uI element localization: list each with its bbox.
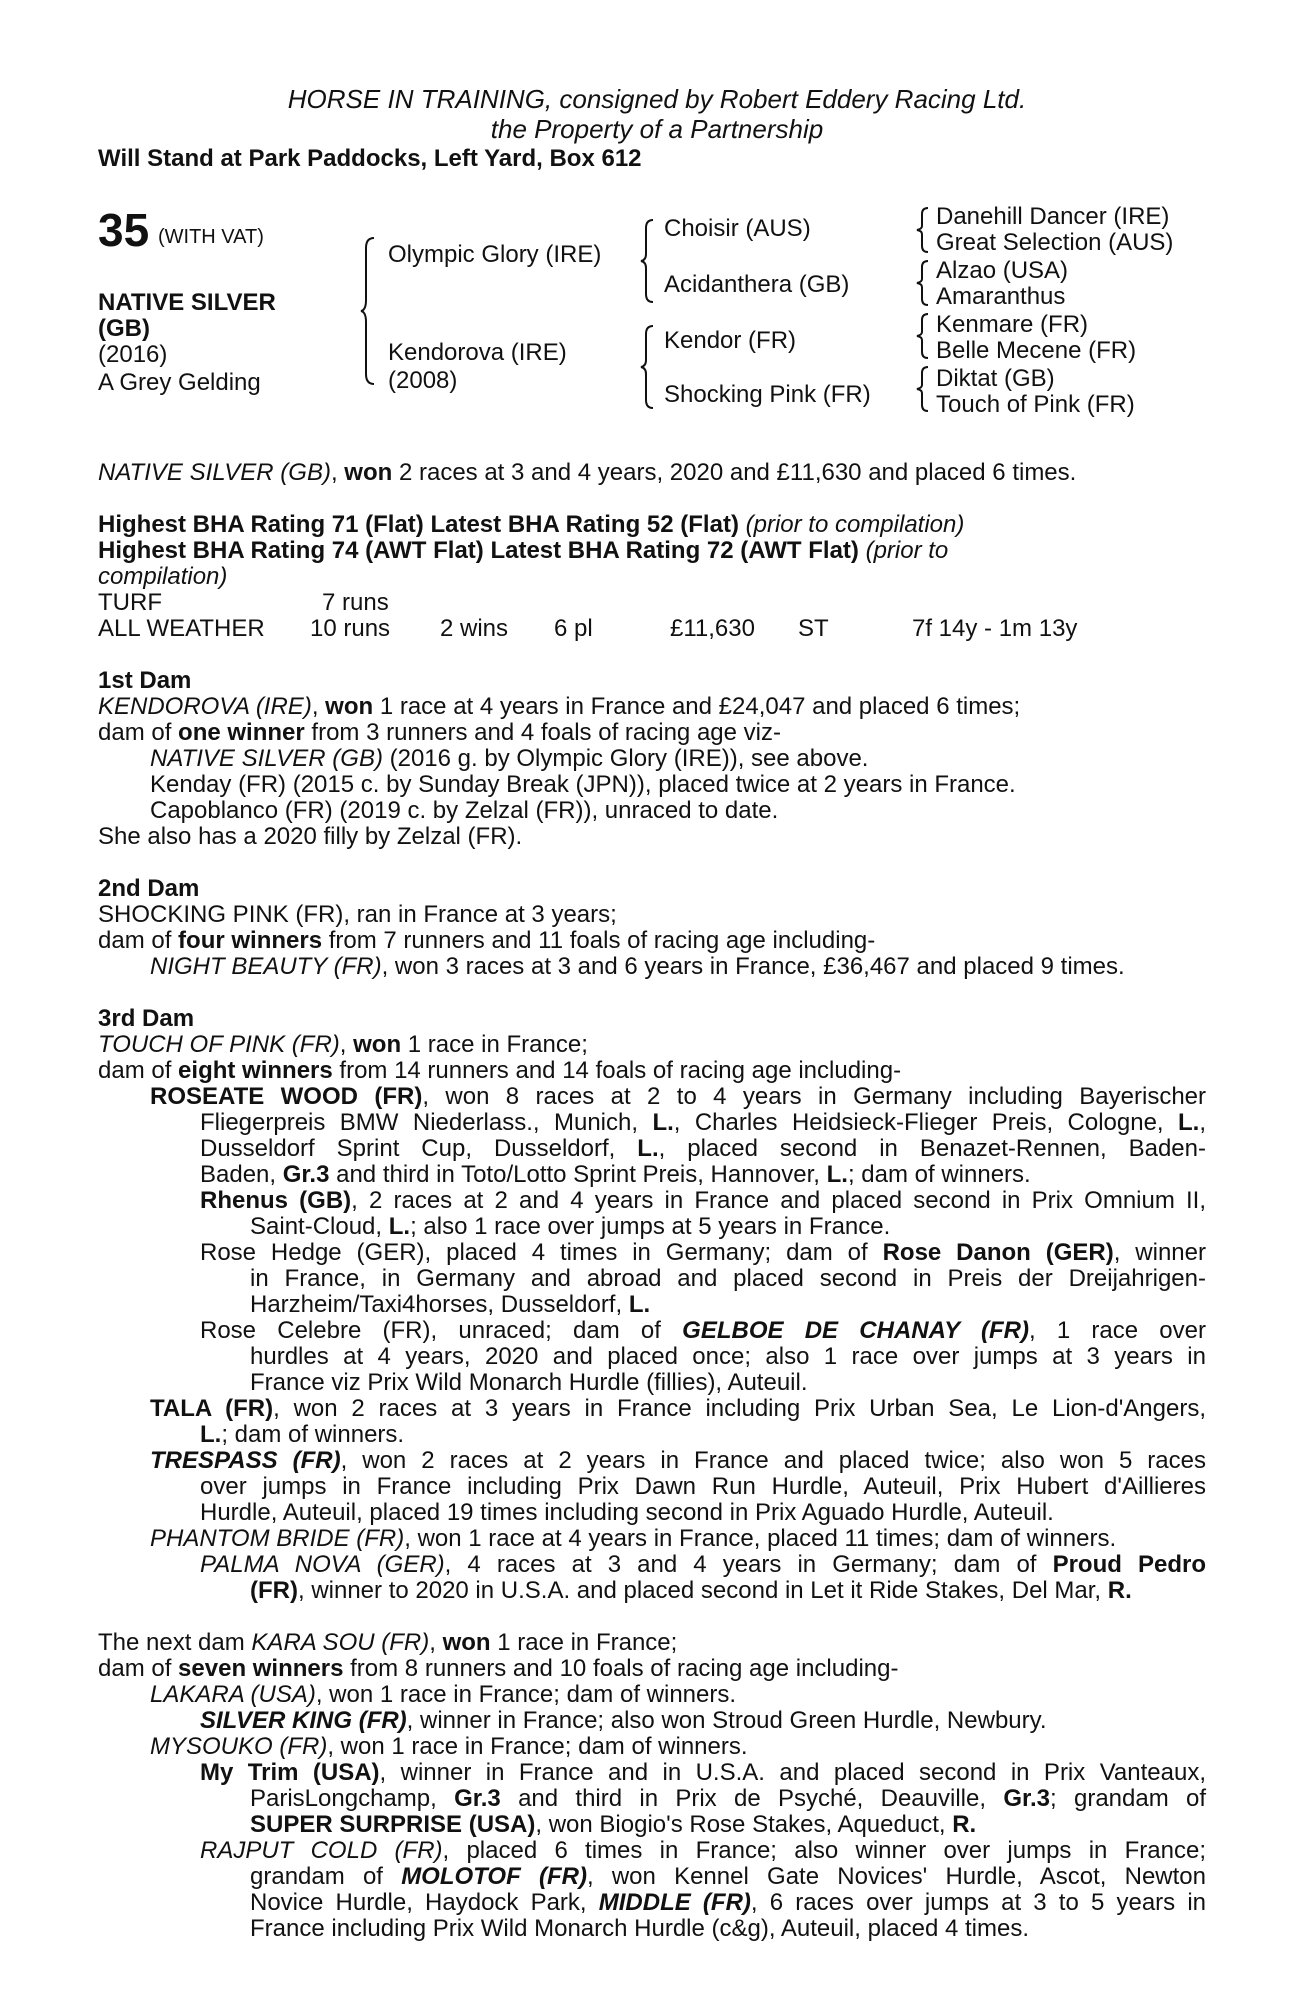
- text: , won 2 races at 2 years in France and placed twice; also won 5 races: [340, 1447, 1206, 1474]
- produce-roseate-wood-cont: [200, 1136, 1206, 1162]
- second-dam-winners: four winners: [178, 927, 323, 954]
- text: , 6 races over jumps at 3 to 5 years in: [750, 1889, 1207, 1916]
- text: dam of: [98, 1057, 179, 1084]
- produce-name: NATIVE SILVER (GB): [150, 745, 383, 772]
- restricted-badge: R.: [1107, 1577, 1132, 1604]
- text: , won 1 race in France; dam of winners.: [327, 1733, 748, 1760]
- pedigree-g8: Touch of Pink (FR): [936, 391, 1135, 418]
- text: and third in Toto/Lotto Sprint Preis, Hannover,: [329, 1161, 827, 1188]
- listed-badge: L.: [388, 1213, 411, 1240]
- produce-name: MOLOTOF (FR): [401, 1863, 587, 1890]
- produce-kenday: Kenday (FR) (2015 c. by Sunday Break (JPN)), placed twice at 2 years in France.: [150, 771, 1016, 798]
- text: dam of: [98, 927, 179, 954]
- ratings-awt-note-cont: compilation): [98, 563, 228, 590]
- text: and third in Prix de Psyché, Deauville,: [500, 1785, 1004, 1812]
- stats-aw-label: ALL WEATHER: [98, 615, 265, 642]
- text: Baden,: [200, 1161, 283, 1188]
- produce-rose-celebre-cont: hurdles at 4 years, 2020 and placed once; also 1 race over jumps at 3 years in: [250, 1343, 1206, 1370]
- produce-rose-celebre: [200, 1318, 1206, 1344]
- produce-lakara: [150, 1682, 1258, 1708]
- text: , 1 race over: [1028, 1317, 1206, 1344]
- text: , 2 races at 2 and 4 years in France and placed second in Prix Omnium II,: [351, 1187, 1206, 1214]
- produce-name: MIDDLE (FR): [598, 1889, 751, 1916]
- text: grandam of: [250, 1863, 402, 1890]
- pedigree-brace-g4: [916, 365, 932, 413]
- next-dam-winners: seven winners: [178, 1655, 344, 1682]
- produce-phantom-bride: [150, 1526, 1206, 1552]
- stats-aw-distance: 7f 14y - 1m 13y: [912, 615, 1078, 642]
- text: dam of: [98, 719, 179, 746]
- text: ,: [429, 1629, 443, 1656]
- listed-badge: L.: [1178, 1109, 1200, 1136]
- produce-silver-king: [200, 1708, 1308, 1734]
- produce-my-trim-cont: [250, 1786, 1206, 1812]
- produce-trespass-cont: Hurdle, Auteuil, placed 19 times including second in Prix Aguado Hurdle, Auteuil.: [200, 1499, 1054, 1526]
- pedigree-brace-dam: [640, 324, 658, 410]
- vat-label: (WITH VAT): [158, 226, 264, 248]
- first-dam-sep: ,: [311, 693, 326, 720]
- produce-name: NIGHT BEAUTY (FR): [150, 953, 382, 980]
- produce-rose-celebre-cont: France viz Prix Wild Monarch Hurdle (fillies), Auteuil.: [250, 1369, 808, 1396]
- ratings-awt-text: Highest BHA Rating 74 (AWT Flat) Latest BHA Rating 72 (AWT Flat): [98, 537, 859, 564]
- produce-roseate-wood-cont: [200, 1162, 1206, 1188]
- text: , won 1 race in France; dam of winners.: [315, 1681, 737, 1708]
- summary-sep: ,: [330, 459, 345, 486]
- pedigree-brace-g3: [916, 312, 932, 360]
- listed-badge: L.: [826, 1161, 848, 1188]
- third-dam-won: won: [353, 1031, 402, 1058]
- produce-rajput-cold: [200, 1838, 1206, 1864]
- text: ; dam of winners.: [221, 1421, 405, 1448]
- text: , winner in France and in U.S.A. and placed second in Prix Vanteaux,: [379, 1759, 1206, 1786]
- pedigree-sire: Olympic Glory (IRE): [388, 241, 602, 268]
- third-dam-winners: eight winners: [178, 1057, 333, 1084]
- text: ; grandam of: [1050, 1785, 1207, 1812]
- pedigree-brace-g2: [916, 259, 932, 307]
- summary-won: won: [344, 459, 393, 486]
- produce-name: LAKARA (USA): [150, 1681, 316, 1708]
- produce-tala-cont: [200, 1422, 1206, 1448]
- stats-aw-prize-money: £11,630: [670, 615, 755, 642]
- text: Saint-Cloud,: [250, 1213, 389, 1240]
- group-badge: Gr.3: [282, 1161, 330, 1188]
- text: ; dam of winners.: [847, 1161, 1031, 1188]
- ratings-flat: [98, 512, 1206, 538]
- pedigree-brace-sire: [640, 218, 658, 304]
- text: , 4 races at 3 and 4 years in Germany; dam of: [444, 1551, 1053, 1578]
- lot-number: 35: [98, 204, 150, 256]
- summary-horse: NATIVE SILVER (GB): [98, 459, 331, 486]
- stats-aw-runs: 10 runs: [310, 615, 391, 642]
- second-dam-line: SHOCKING PINK (FR), ran in France at 3 years;: [98, 901, 617, 928]
- group-badge: Gr.3: [1003, 1785, 1051, 1812]
- first-dam-line: [98, 694, 1206, 720]
- lot-header-title: HORSE IN TRAINING, consigned by Robert Eddery Racing Ltd.: [287, 84, 1027, 114]
- listed-badge: L.: [652, 1109, 674, 1136]
- produce-rose-hedge-cont: in France, in Germany and abroad and placed second in Preis der Dreijahrigen-: [250, 1265, 1206, 1292]
- pedigree-brace-main: [360, 236, 380, 386]
- first-dam-won: won: [325, 693, 374, 720]
- pedigree-sire-sire: Choisir (AUS): [664, 215, 811, 242]
- produce-capoblanco: Capoblanco (FR) (2019 c. by Zelzal (FR)), unraced to date.: [150, 797, 779, 824]
- produce-roseate-wood: [150, 1084, 1206, 1110]
- pedigree-g7: Diktat (GB): [936, 365, 1055, 392]
- horse-foaled-year: (2016): [98, 341, 168, 368]
- text: ParisLongchamp,: [250, 1785, 455, 1812]
- text: Harzheim/Taxi4horses, Dusseldorf,: [250, 1291, 629, 1318]
- produce-palma-nova: [200, 1552, 1206, 1578]
- first-dam-winners: one winner: [178, 719, 305, 746]
- produce-rajput-cold-cont: [250, 1864, 1206, 1890]
- produce-native-silver: [150, 746, 1158, 772]
- produce-name: MYSOUKO (FR): [150, 1733, 328, 1760]
- summary-rest: 2 races at 3 and 4 years, 2020 and £11,630 and placed 6 times.: [392, 459, 1077, 486]
- produce-name: SUPER SURPRISE (USA): [250, 1811, 536, 1838]
- horse-name: NATIVE SILVER: [98, 289, 276, 316]
- produce-tala: [150, 1396, 1206, 1422]
- pedigree-dam-year: (2008): [388, 367, 458, 394]
- produce-country: (FR): [250, 1577, 298, 1604]
- horse-description: A Grey Gelding: [98, 369, 261, 396]
- pedigree-dam-sire: Kendor (FR): [664, 327, 797, 354]
- text: , winner: [1113, 1239, 1206, 1266]
- pedigree-g5: Kenmare (FR): [936, 311, 1089, 338]
- produce-filly-2020: She also has a 2020 filly by Zelzal (FR).: [98, 823, 523, 850]
- first-dam-record: 1 race at 4 years in France and £24,047 and placed 6 times;: [373, 693, 1021, 720]
- produce-name: Proud Pedro: [1052, 1551, 1206, 1578]
- pedigree-g4: Amaranthus: [936, 283, 1066, 310]
- next-dam-won: won: [442, 1629, 491, 1656]
- produce-roseate-wood-cont: [200, 1110, 1206, 1136]
- listed-badge: L.: [200, 1421, 222, 1448]
- produce-my-trim-cont: [250, 1812, 1206, 1838]
- first-dam-heading: 1st Dam: [98, 667, 192, 694]
- stats-turf-runs: 7 runs: [322, 589, 389, 616]
- ratings-flat-text: Highest BHA Rating 71 (Flat) Latest BHA Rating 52 (Flat): [98, 511, 739, 538]
- horse-country: (GB): [98, 315, 150, 342]
- produce-trespass: [150, 1448, 1206, 1474]
- listed-badge: L.: [628, 1291, 651, 1318]
- text: 1 race in France;: [401, 1031, 588, 1058]
- group-badge: Gr.3: [454, 1785, 501, 1812]
- produce-name: RAJPUT COLD (FR): [200, 1837, 443, 1864]
- produce-rajput-cold-cont: [250, 1890, 1206, 1916]
- produce-name: TALA (FR): [150, 1395, 274, 1422]
- second-dam-heading: 2nd Dam: [98, 875, 200, 902]
- text: from 7 runners and 11 foals of racing age including-: [322, 927, 876, 954]
- ratings-awt-note: (prior to: [858, 537, 949, 564]
- ratings-awt: [98, 538, 1206, 564]
- text: Novice Hurdle, Haydock Park,: [250, 1889, 599, 1916]
- text: ; also 1 race over jumps at 5 years in France.: [410, 1213, 891, 1240]
- produce-name: Rhenus (GB): [200, 1187, 352, 1214]
- text: ,: [1199, 1109, 1207, 1136]
- pedigree-sire-dam: Acidanthera (GB): [664, 271, 850, 298]
- text: (2016 g. by Olympic Glory (IRE)), see above.: [382, 745, 869, 772]
- text: Fliegerpreis BMW Niederlass., Munich,: [200, 1109, 653, 1136]
- stats-aw-surface: ST: [798, 615, 829, 642]
- stats-turf-label: TURF: [98, 589, 162, 616]
- text: from 14 runners and 14 foals of racing age including-: [332, 1057, 902, 1084]
- stats-aw-placed: 6 pl: [554, 615, 593, 642]
- lot-header-subtitle: the Property of a Partnership: [490, 114, 824, 144]
- second-dam-produce-summary: [98, 928, 1206, 954]
- text: ,: [339, 1031, 354, 1058]
- stand-location: Will Stand at Park Paddocks, Left Yard, Box 612: [98, 145, 642, 172]
- third-dam-produce-summary: [98, 1058, 1206, 1084]
- text: from 8 runners and 10 foals of racing age including-: [343, 1655, 899, 1682]
- text: , won Biogio's Rose Stakes, Aqueduct,: [535, 1811, 953, 1838]
- produce-rajput-cold-cont: France including Prix Wild Monarch Hurdle (c&g), Auteuil, placed 4 times.: [250, 1915, 1029, 1942]
- produce-my-trim: [200, 1760, 1206, 1786]
- produce-name: Rose Danon (GER): [882, 1239, 1114, 1266]
- text: from 3 runners and 4 foals of racing age viz-: [304, 719, 781, 746]
- produce-name: GELBOE DE CHANAY (FR): [682, 1317, 1029, 1344]
- pedigree-dam: Kendorova (IRE): [388, 339, 567, 366]
- produce-rhenus-cont: [250, 1214, 1206, 1240]
- text: Rose Celebre (FR), unraced; dam of: [200, 1317, 683, 1344]
- text: , winner in France; also won Stroud Green Hurdle, Newbury.: [406, 1707, 1047, 1734]
- listed-badge: L.: [637, 1135, 659, 1162]
- pedigree-g3: Alzao (USA): [936, 257, 1069, 284]
- text: , won Kennel Gate Novices' Hurdle, Ascot, Newton: [586, 1863, 1207, 1890]
- produce-palma-nova-cont: [250, 1578, 1206, 1604]
- produce-name: My Trim (USA): [200, 1759, 380, 1786]
- text: , won 2 races at 3 years in France including Prix Urban Sea, Le Lion-d'Angers,: [273, 1395, 1206, 1422]
- produce-name: ROSEATE WOOD (FR): [150, 1083, 423, 1110]
- restricted-badge: R.: [952, 1811, 977, 1838]
- text: , won 1 race at 4 years in France, placed 11 times; dam of winners.: [404, 1525, 1117, 1552]
- pedigree-g2: Great Selection (AUS): [936, 229, 1174, 256]
- text: Dusseldorf Sprint Cup, Dusseldorf,: [200, 1135, 638, 1162]
- produce-name: PALMA NOVA (GER): [200, 1551, 445, 1578]
- next-dam-line: [98, 1630, 1206, 1656]
- third-dam-heading: 3rd Dam: [98, 1005, 195, 1032]
- text: , placed 6 times in France; also winner over jumps in France;: [442, 1837, 1206, 1864]
- produce-trespass-cont: over jumps in France including Prix Dawn Run Hurdle, Auteuil, Prix Hubert d'Aillieres: [200, 1473, 1206, 1500]
- next-dam-produce-summary: [98, 1656, 1206, 1682]
- pedigree-brace-g1: [916, 206, 932, 254]
- text: , won 8 races at 2 to 4 years in Germany including Bayerischer: [422, 1083, 1207, 1110]
- text: , won 3 races at 3 and 6 years in France, £36,467 and placed 9 times.: [381, 953, 1125, 980]
- produce-rhenus: [200, 1188, 1206, 1214]
- first-dam-name: KENDOROVA (IRE): [98, 693, 312, 720]
- ratings-flat-note: (prior to compilation): [738, 511, 965, 538]
- text: The next dam: [98, 1629, 252, 1656]
- produce-night-beauty: [150, 954, 1258, 980]
- text: , winner to 2020 in U.S.A. and placed second in Let it Ride Stakes, Del Mar,: [297, 1577, 1108, 1604]
- third-dam-name: TOUCH OF PINK (FR): [98, 1031, 340, 1058]
- produce-rose-hedge-cont: [250, 1292, 1206, 1318]
- text: dam of: [98, 1655, 179, 1682]
- pedigree-g1: Danehill Dancer (IRE): [936, 203, 1170, 230]
- text: 1 race in France;: [490, 1629, 678, 1656]
- produce-name: SILVER KING (FR): [200, 1707, 407, 1734]
- race-summary: [98, 460, 1206, 486]
- stats-aw-wins: 2 wins: [440, 615, 509, 642]
- text: , placed second in Benazet-Rennen, Baden-: [658, 1135, 1206, 1162]
- first-dam-produce-summary: [98, 720, 1206, 746]
- produce-rose-hedge: [200, 1240, 1206, 1266]
- produce-name: PHANTOM BRIDE (FR): [150, 1525, 405, 1552]
- pedigree-dam-dam: Shocking Pink (FR): [664, 381, 871, 408]
- third-dam-line: [98, 1032, 1206, 1058]
- produce-mysouko: [150, 1734, 1258, 1760]
- next-dam-name: KARA SOU (FR): [251, 1629, 430, 1656]
- text: , Charles Heidsieck-Flieger Preis, Cologne,: [673, 1109, 1179, 1136]
- produce-name: TRESPASS (FR): [150, 1447, 341, 1474]
- pedigree-g6: Belle Mecene (FR): [936, 337, 1137, 364]
- text: Rose Hedge (GER), placed 4 times in Germany; dam of: [200, 1239, 883, 1266]
